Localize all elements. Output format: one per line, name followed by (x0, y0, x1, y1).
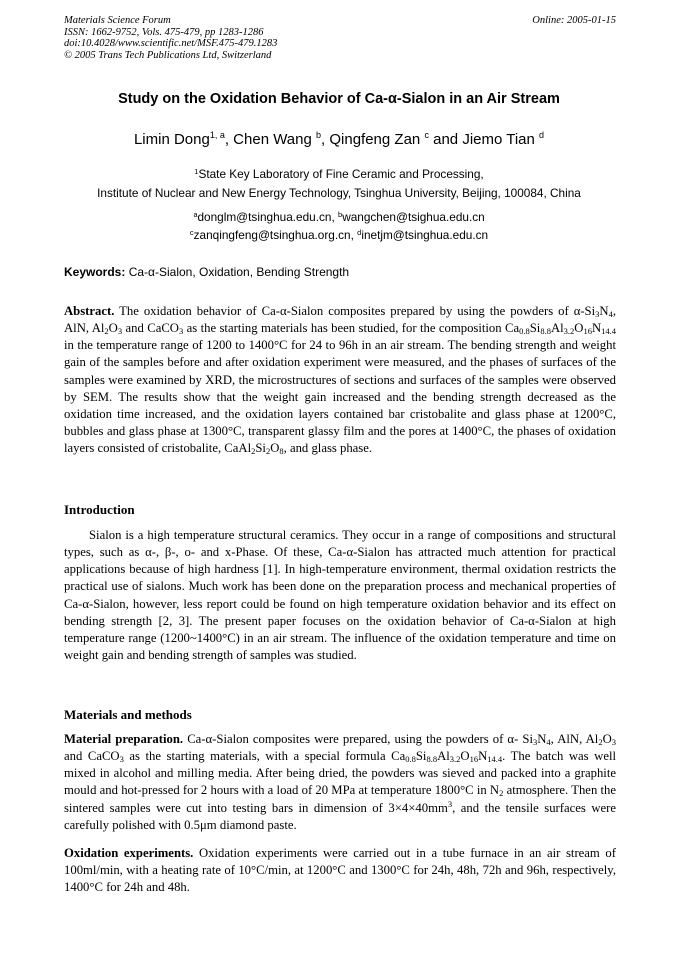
abstract-text: O (574, 321, 584, 336)
author-conjunction: and (433, 131, 459, 148)
abstract-paragraph (64, 303, 616, 457)
author-superscript: c (424, 130, 429, 140)
methods-text: and CaCO (64, 749, 120, 764)
abstract-text: O (270, 441, 280, 456)
section-heading-introduction: Introduction (64, 502, 135, 517)
abstract-label: Abstract. (64, 304, 115, 318)
methods-text: Al (437, 749, 450, 764)
subscript: 4 (546, 737, 551, 747)
subscript: 8 (279, 446, 284, 457)
subscript: 16 (583, 326, 592, 337)
methods-text: Si (415, 749, 427, 764)
issn-line: ISSN: 1662-9752, Vols. 475-479, pp 1283-1286 (64, 26, 264, 38)
material-preparation-paragraph (64, 731, 616, 834)
email-address: zanqingfeng@tsinghua.org.cn (193, 228, 351, 242)
abstract-text: , and glass phase. (283, 441, 373, 456)
abstract-text: O (108, 321, 118, 336)
keywords-label: Keywords: (64, 265, 126, 279)
author-name: Chen Wang (233, 131, 312, 148)
subscript: 3.2 (563, 326, 575, 337)
affiliation-superscript: 1 (194, 167, 199, 176)
methods-text: O (460, 749, 470, 764)
email-address: wangchen@tsighua.edu.cn (342, 210, 485, 224)
methods-text: atmosphere. Then the sintered samples were cut into testing bars in dimension of 3×4×40mm (64, 783, 617, 815)
email-line-2: $^c$zanqingfeng@tsinghua.org.cn, $^d$inetjm@tsinghua.edu.cn (189, 228, 489, 242)
abstract-text: N (599, 304, 609, 318)
email-address: inetjm@tsinghua.edu.cn (361, 228, 489, 242)
author-name: Qingfeng Zan (329, 131, 421, 148)
introduction-paragraph: Sialon is a high temperature structural ceramics. They occur in a range of compositions and structural types, such as α-, β-, o- and x-Phase. Of these, Ca-α-Sialon has attracted much attention for practical applications because of high hardness [1]. In high-temperature environment, thermal oxidation restricts the practical use of sialons. Much work has been done on the preparation process and mechanical properties of Ca-α-Sialon, however, less report could be found on high temperature oxidation behavior and its effect on bending strength [2, 3]. The present paper focuses on the oxidation behavior of Ca-α-Sialon at high temperature range (1200~1400°C) in an air stream. The influence of the oxidation temperature and time on weight gain and bending strength of samples was studied. (64, 528, 616, 663)
journal-name: Materials Science Forum (64, 15, 171, 26)
subscript: 3 (595, 309, 600, 319)
subscript: 0.8 (405, 754, 416, 765)
affiliation-line-1 (0, 167, 678, 181)
methods-text: N (478, 749, 488, 764)
keywords (64, 265, 616, 279)
author-superscript: 1, a (209, 130, 225, 140)
subscript: 3 (117, 326, 123, 337)
abstract-text: Si (529, 321, 541, 336)
methods-text: . The batch was well mixed in alcohol and milling media. After being dried, the powders was sieved and packed into a graphite mould and hot-pressed for 2 hours with a load of 20 MPa at temperature 1800°C in N (64, 749, 617, 798)
affiliation-line-2: Institute of Nuclear and New Energy Technology, Tsinghua University, Beijing, 100084, China (97, 186, 581, 200)
subscript: 8.8 (540, 326, 551, 337)
subscript: 3 (178, 326, 184, 337)
subscript: 8.8 (426, 754, 438, 765)
methods-text: O (602, 732, 612, 746)
abstract-text: N (591, 321, 602, 336)
abstract-text: in the temperature range of 1200 to 1400°C for 24 to 96h in an air stream. The bending strength and weight gain of the samples before and after oxidation experiment were measured, and the phases of surfaces of the samples were examined by XRD, the microstructures of sections and surfaces of the samples were observed by SEM. The results show that the weight gain increased and the bending strength decreased as the oxidation time increased, and the oxidation layers contained bar cristobalite and glass phase at 1200°C, bubbles and glass phase at 1300°C, transparent glassy film and the pores at 1400°C, the phases of oxidation layers consisted of cristobalite, CaAl (64, 338, 616, 456)
abstract-text: , AlN, Al (64, 304, 616, 336)
subscript: 3 (611, 737, 617, 747)
online-date: Online: 2005-01-15 (532, 15, 616, 26)
abstract-text: as the starting materials has been studied, for the composition Ca (183, 321, 520, 336)
journal-header (64, 15, 616, 61)
abstract-text: and CaCO (122, 321, 179, 336)
superscript: 3 (447, 798, 453, 809)
oxidation-experiments-label: Oxidation experiments. (64, 846, 194, 860)
subscript: 2 (499, 788, 504, 799)
email-line-1: $^a$donglm@tsinghua.edu.cn, $^b$wangchen@tsighua.edu.cn (193, 210, 485, 224)
subscript: 2 (251, 446, 256, 457)
email-superscript: a (193, 210, 198, 219)
author-superscript: b (316, 130, 322, 140)
subscript: 14.4 (601, 326, 616, 337)
subscript: 4 (608, 309, 613, 319)
author-name: Jiemo Tian (462, 131, 535, 148)
email-address: donglm@tsinghua.edu.cn (197, 210, 332, 224)
subscript: 0.8 (519, 326, 530, 337)
email-superscript: d (357, 228, 362, 237)
subscript: 14.4 (487, 754, 503, 765)
author-name: Limin Dong (133, 131, 210, 148)
abstract-text: Si (255, 441, 266, 456)
subscript: 16 (469, 754, 479, 765)
oxidation-experiments-paragraph (64, 845, 616, 896)
material-preparation-label: Material preparation. (64, 732, 184, 746)
email-superscript: c (189, 228, 194, 237)
methods-text: N (537, 732, 547, 746)
subscript: 3 (532, 737, 538, 747)
subscript: 2 (104, 326, 109, 337)
methods-text: , AlN, Al (550, 732, 599, 746)
subscript: 2 (598, 737, 603, 747)
author-list: Limin Dong$^{1, a}$, Chen Wang $^b$, Qingfeng Zan $^c$ and Jiemo Tian $^d$ (133, 130, 545, 148)
subscript: 3 (119, 754, 124, 765)
subscript: 2 (265, 446, 271, 457)
oxidation-experiments-text: Oxidation experiments were carried out in a tube furnace in an air stream of 100ml/min, with a heating rate of 10°C/min, at 1200°C and 1300°C for 24h, 48h, 72h and 96h, respectively, 1400°C for 24h and 48h. (64, 846, 617, 895)
abstract-text: Al (550, 321, 564, 336)
methods-text: , and the tensile surfaces were carefully polished with 0.5μm diamond paste. (64, 800, 616, 832)
section-heading-methods: Materials and methods (64, 707, 192, 722)
abstract-text: The oxidation behavior of Ca-α-Sialon composites prepared by using the powders of α-Si (119, 304, 596, 318)
author-superscript: d (539, 130, 545, 140)
paper-title: Study on the Oxidation Behavior of Ca-α-Sialon in an Air Stream (118, 91, 560, 107)
keywords-text: Ca-α-Sialon, Oxidation, Bending Strength (128, 265, 350, 279)
subscript: 3.2 (449, 754, 461, 765)
doi-line: doi:10.4028/www.scientific.net/MSF.475-479.1283 (64, 38, 278, 49)
affiliation-text: State Key Laboratory of Fine Ceramic and Processing, (198, 167, 484, 181)
email-superscript: b (338, 210, 343, 219)
methods-text: Ca-α-Sialon composites were prepared, using the powders of α- Si (187, 732, 533, 746)
methods-text: as the starting materials, with a special formula Ca (123, 749, 406, 764)
copyright-line: © 2005 Trans Tech Publications Ltd, Switzerland (64, 49, 272, 61)
